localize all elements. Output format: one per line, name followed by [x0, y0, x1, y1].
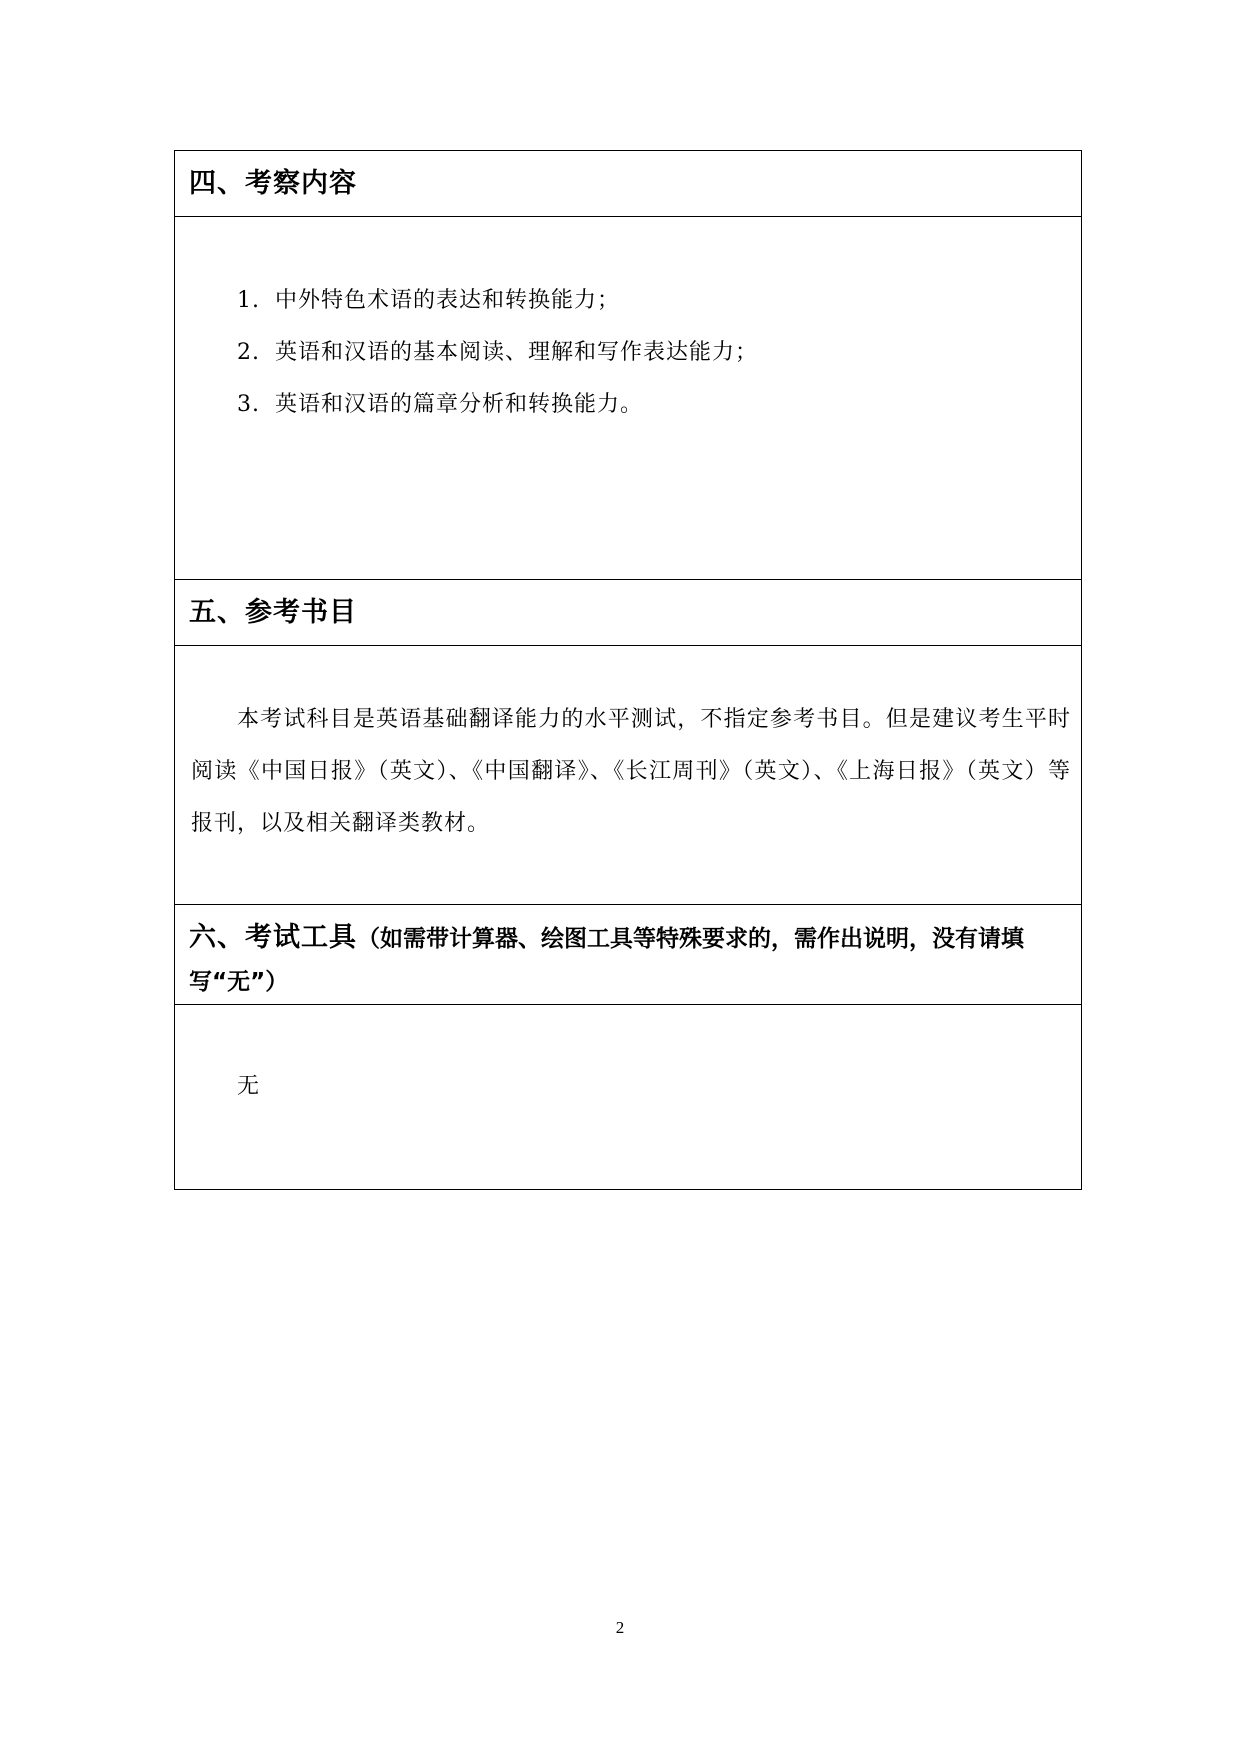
section-title-tools: 六、考试工具	[189, 922, 357, 953]
section-hint-tools: （如需带计算器、绘图工具等特殊要求的，需作出说明，没有请填写“无”）	[189, 926, 1024, 995]
list-item	[237, 285, 1081, 337]
section-header-content	[175, 151, 1081, 217]
section-header-references	[175, 580, 1081, 646]
list-item-number: 2.	[237, 340, 260, 365]
section-header-tools	[175, 905, 1081, 1005]
page-number: 2	[615, 1618, 625, 1637]
tools-answer: 无	[237, 1074, 261, 1099]
list-item	[237, 337, 1081, 389]
section-body-content	[175, 217, 1081, 580]
section-body-tools	[175, 1005, 1081, 1189]
list-item-number: 3.	[237, 392, 260, 417]
list-item-text: 英语和汉语的基本阅读、理解和写作表达能力；	[275, 340, 759, 365]
section-body-references	[175, 646, 1081, 905]
list-item-text: 英语和汉语的篇章分析和转换能力。	[275, 392, 644, 417]
list-item-number: 1.	[237, 288, 260, 313]
list-item	[237, 389, 1081, 441]
content-list	[175, 217, 1081, 579]
references-paragraph: 本考试科目是英语基础翻译能力的水平测试，不指定参考书目。但是建议考生平时阅读《中国日报》（英文）、《中国翻译》、《长江周刊》（英文）、《上海日报》（英文）等报刊，以及相关翻译类教材。	[191, 707, 1071, 836]
list-item-text: 中外特色术语的表达和转换能力；	[275, 288, 621, 313]
section-title-references: 五、参考书目	[189, 597, 357, 628]
exam-info-table	[174, 150, 1082, 1190]
section-title-content: 四、考察内容	[189, 168, 357, 199]
